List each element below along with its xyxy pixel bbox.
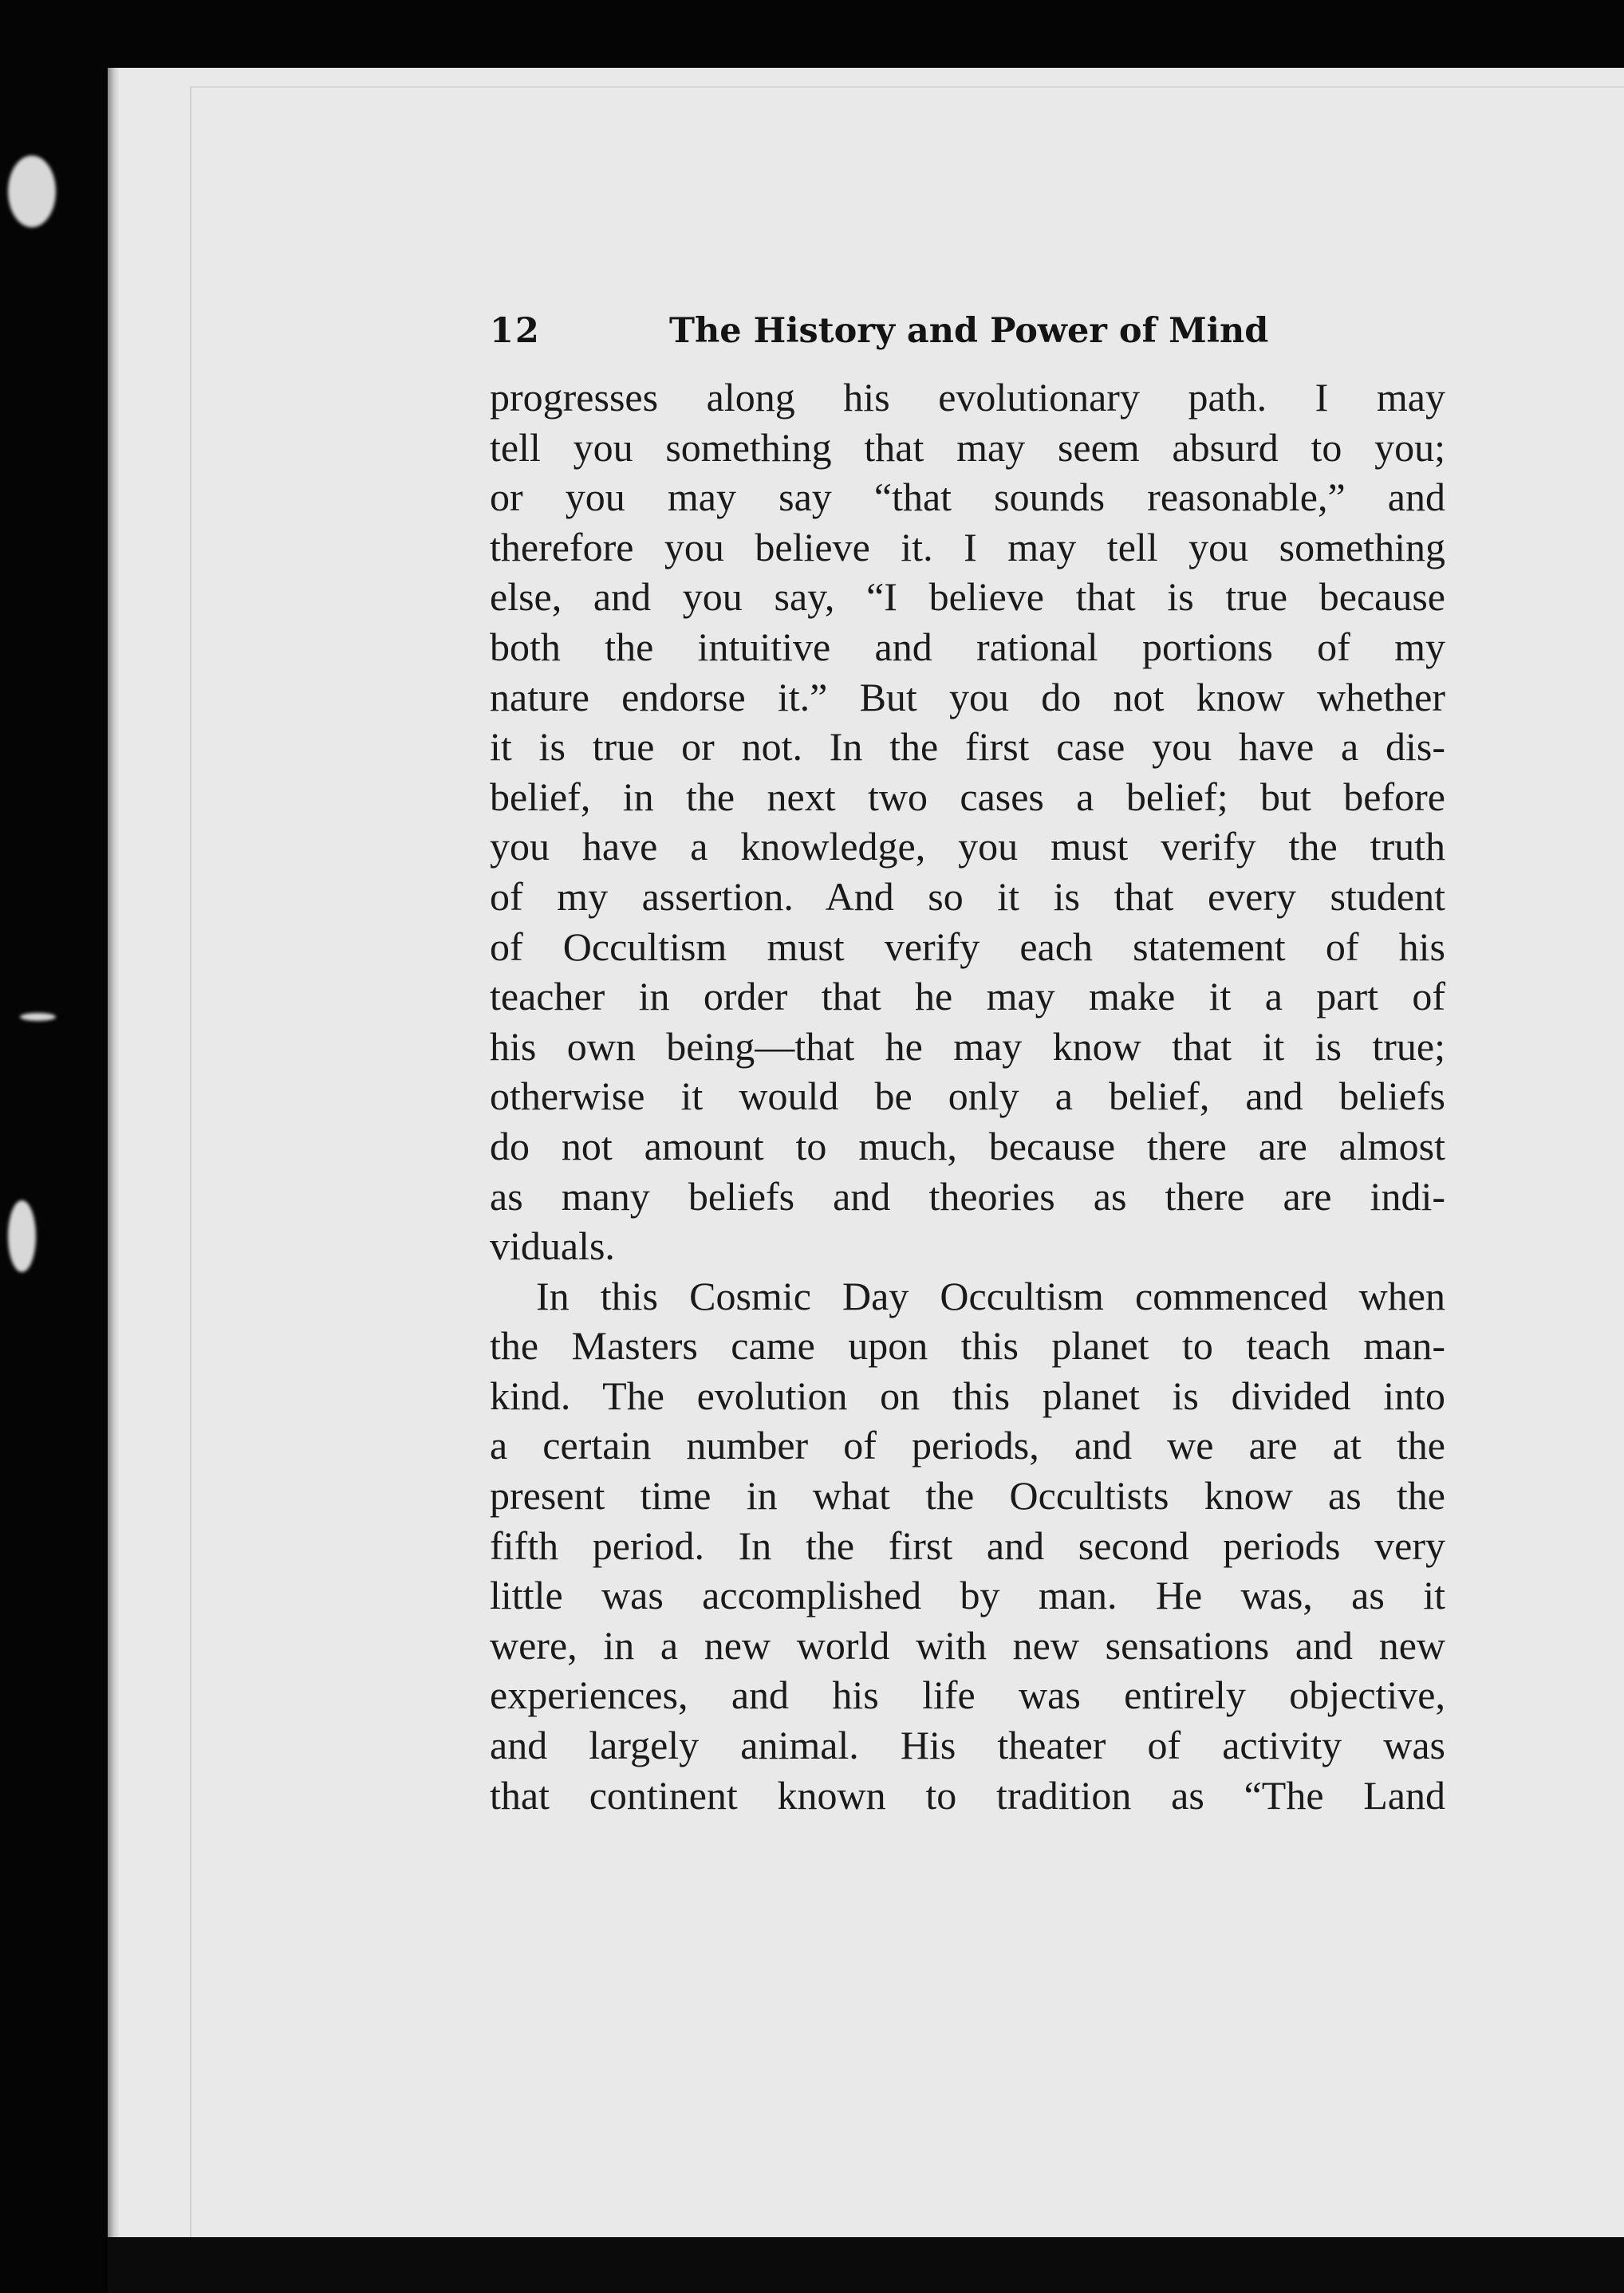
text-line: fifth period. In the first and second periods very	[490, 1523, 1445, 1568]
scan-smudge	[8, 1200, 36, 1272]
text-line: viduals.	[490, 1223, 615, 1269]
text-line: a certain number of periods, and we are at the	[490, 1423, 1445, 1468]
body-text	[490, 372, 1445, 1820]
text-line: belief, in the next two cases a belief; but before	[490, 774, 1445, 819]
text-line: were, in a new world with new sensations and new	[490, 1622, 1445, 1668]
text-line: both the intuitive and rational portions of my	[490, 624, 1445, 669]
text-line: teacher in order that he may make it a part of	[490, 974, 1445, 1019]
text-line: of Occultism must verify each statement of his	[490, 924, 1445, 969]
text-line: otherwise it would be only a belief, and beliefs	[490, 1074, 1445, 1119]
text-line: the Masters came upon this planet to teach man-	[490, 1323, 1445, 1369]
text-line: nature endorse it.” But you do not know whether	[490, 674, 1445, 719]
text-line: of my assertion. And so it is that every student	[490, 873, 1445, 919]
text-line: progresses along his evolutionary path. I may	[490, 375, 1445, 420]
text-line: little was accomplished by man. He was, as it	[490, 1573, 1445, 1618]
text-line: tell you something that may seem absurd to you;	[490, 424, 1445, 470]
text-line: and largely animal. His theater of activity was	[490, 1723, 1445, 1768]
scan-smudge	[8, 156, 56, 227]
text-line: kind. The evolution on this planet is divided into	[490, 1373, 1445, 1418]
text-line: In this Cosmic Day Occultism commenced when	[536, 1273, 1445, 1318]
text-line: you have a knowledge, you must verify the truth	[490, 824, 1445, 869]
text-line: do not amount to much, because there are almost	[490, 1123, 1445, 1168]
text-line: therefore you believe it. I may tell you something	[490, 524, 1445, 569]
text-line: as many beliefs and theories as there are indi-	[490, 1173, 1445, 1219]
page-number: 12	[490, 311, 541, 351]
running-header	[490, 307, 1447, 355]
text-line: experiences, and his life was entirely objective,	[490, 1672, 1445, 1718]
page-edge-shadow	[108, 68, 119, 2241]
running-title: The History and Power of Mind	[669, 311, 1269, 351]
text-line: that continent known to tradition as “The Land	[490, 1772, 1445, 1818]
text-line: it is true or not. In the first case you have a dis-	[490, 724, 1445, 770]
text-line: his own being—that he may know that it is true;	[490, 1023, 1445, 1069]
text-line: or you may say “that sounds reasonable,” and	[490, 475, 1445, 520]
text-line: present time in what the Occultists know as the	[490, 1473, 1445, 1519]
scan-smudge	[20, 1013, 56, 1021]
scan-bottom-margin	[108, 2237, 1624, 2293]
text-line: else, and you say, “I believe that is true because	[490, 574, 1445, 620]
